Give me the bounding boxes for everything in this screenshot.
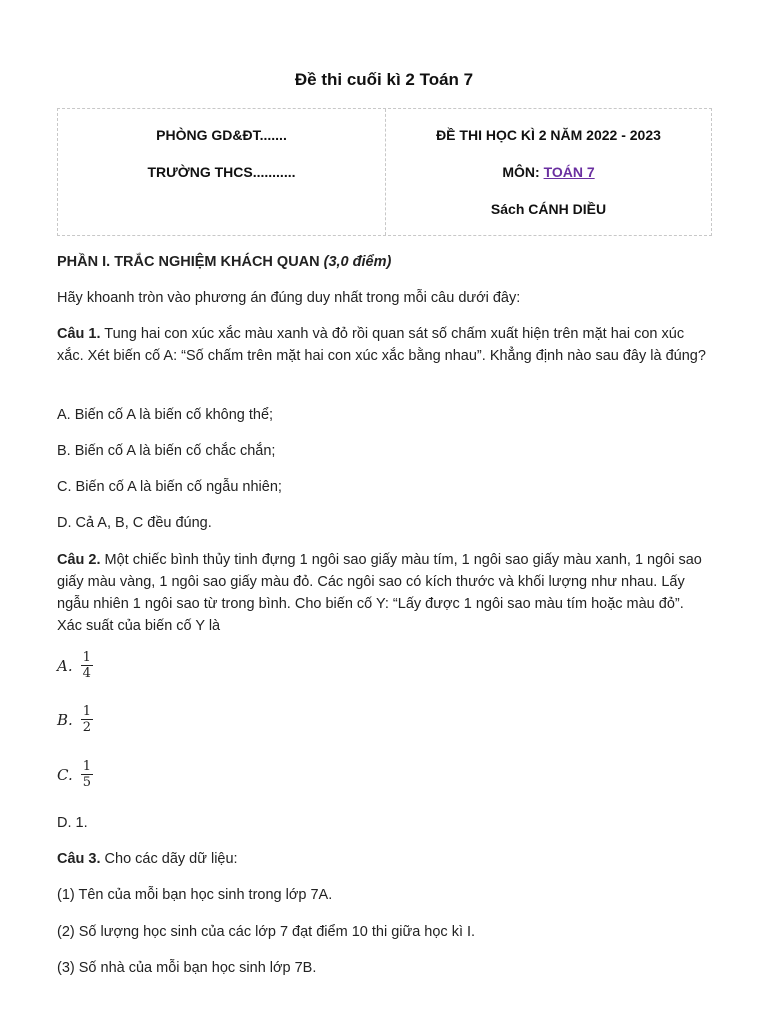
- fraction-denominator: 4: [82, 666, 91, 681]
- q1-option-a: A. Biến cố A là biến cố không thể;: [57, 407, 274, 423]
- question-2-text: Một chiếc bình thủy tinh đựng 1 ngôi sao giấy màu tím, 1 ngôi sao giấy màu xanh, 1 ngôi sao giấy màu vàng, 1 ngôi sao giấy màu đỏ. Các ngôi sao có kích thước và khối lượng như nhau. Lấy ngẫu nhiên 1 ngôi sao từ trong bình. Cho biến cố Y: “Lấy được 1 ngôi sao màu tím hoặc màu đỏ”. Xác suất của biến cố Y là: [57, 552, 702, 634]
- question-3: [57, 848, 712, 870]
- q3-item-3: (3) Số nhà của mỗi bạn học sinh lớp 7B.: [57, 960, 317, 976]
- fraction-denominator: 5: [82, 775, 91, 790]
- department-label: PHÒNG GD&ĐT.......: [156, 127, 287, 143]
- q2-option-a-letter: A.: [57, 656, 73, 675]
- q3-item-2: (2) Số lượng học sinh của các lớp 7 đạt điểm 10 thi giữa học kì I.: [57, 924, 476, 940]
- school-label: TRƯỜNG THCS...........: [147, 164, 296, 180]
- subject-label: MÔN:: [502, 164, 544, 180]
- section-heading: [57, 251, 712, 273]
- q1-option-b: B. Biến cố A là biến cố chắc chắn;: [57, 443, 276, 459]
- fraction-numerator: 1: [82, 650, 91, 665]
- q2-option-b-fraction: [81, 704, 93, 735]
- question-3-text: Cho các dãy dữ liệu:: [100, 851, 238, 867]
- fraction-numerator: 1: [82, 759, 91, 774]
- q2-option-d: D. 1.: [57, 815, 88, 831]
- q2-option-a: [57, 650, 93, 681]
- exam-header-table: [57, 108, 712, 236]
- q2-option-c-fraction: [81, 759, 93, 790]
- question-3-label: Câu 3.: [57, 851, 101, 867]
- question-2-label: Câu 2.: [57, 552, 101, 568]
- subject-link[interactable]: TOÁN 7: [543, 164, 595, 180]
- q2-option-c-letter: C.: [57, 765, 73, 784]
- section-title: PHẦN I. TRẮC NGHIỆM KHÁCH QUAN: [57, 254, 324, 270]
- section-instruction: Hãy khoanh tròn vào phương án đúng duy nhất trong mỗi câu dưới đây:: [57, 290, 521, 306]
- header-left-cell: [58, 109, 386, 235]
- header-right-cell: [386, 109, 711, 235]
- question-1: [57, 323, 712, 367]
- question-1-label: Câu 1.: [57, 326, 101, 342]
- q2-option-b-letter: B.: [57, 710, 73, 729]
- document-title: Đề thi cuối kì 2 Toán 7: [294, 70, 474, 89]
- fraction-numerator: 1: [82, 704, 92, 719]
- q3-item-1: (1) Tên của mỗi bạn học sinh trong lớp 7A.: [57, 887, 333, 903]
- q1-option-d: D. Cả A, B, C đều đúng.: [57, 515, 212, 531]
- section-points: (3,0 điểm): [323, 254, 392, 270]
- q1-option-c: C. Biến cố A là biến cố ngẫu nhiên;: [57, 479, 282, 495]
- q2-option-b: [57, 704, 93, 735]
- textbook-label: Sách CÁNH DIỀU: [490, 201, 607, 217]
- q2-option-c: [57, 759, 93, 790]
- subject-line: [386, 164, 711, 180]
- q2-option-a-fraction: [81, 650, 93, 681]
- fraction-denominator: 2: [82, 720, 92, 735]
- question-2: [57, 549, 712, 637]
- question-1-text: Tung hai con xúc xắc màu xanh và đỏ rồi quan sát số chấm xuất hiện trên mặt hai con xúc xắc. Xét biến cố A: “Số chấm trên mặt hai con xúc xắc bằng nhau”. Khẳng định nào sau đây là đúng?: [57, 326, 706, 364]
- exam-name: ĐỀ THI HỌC KÌ 2 NĂM 2022 - 2023: [436, 127, 661, 143]
